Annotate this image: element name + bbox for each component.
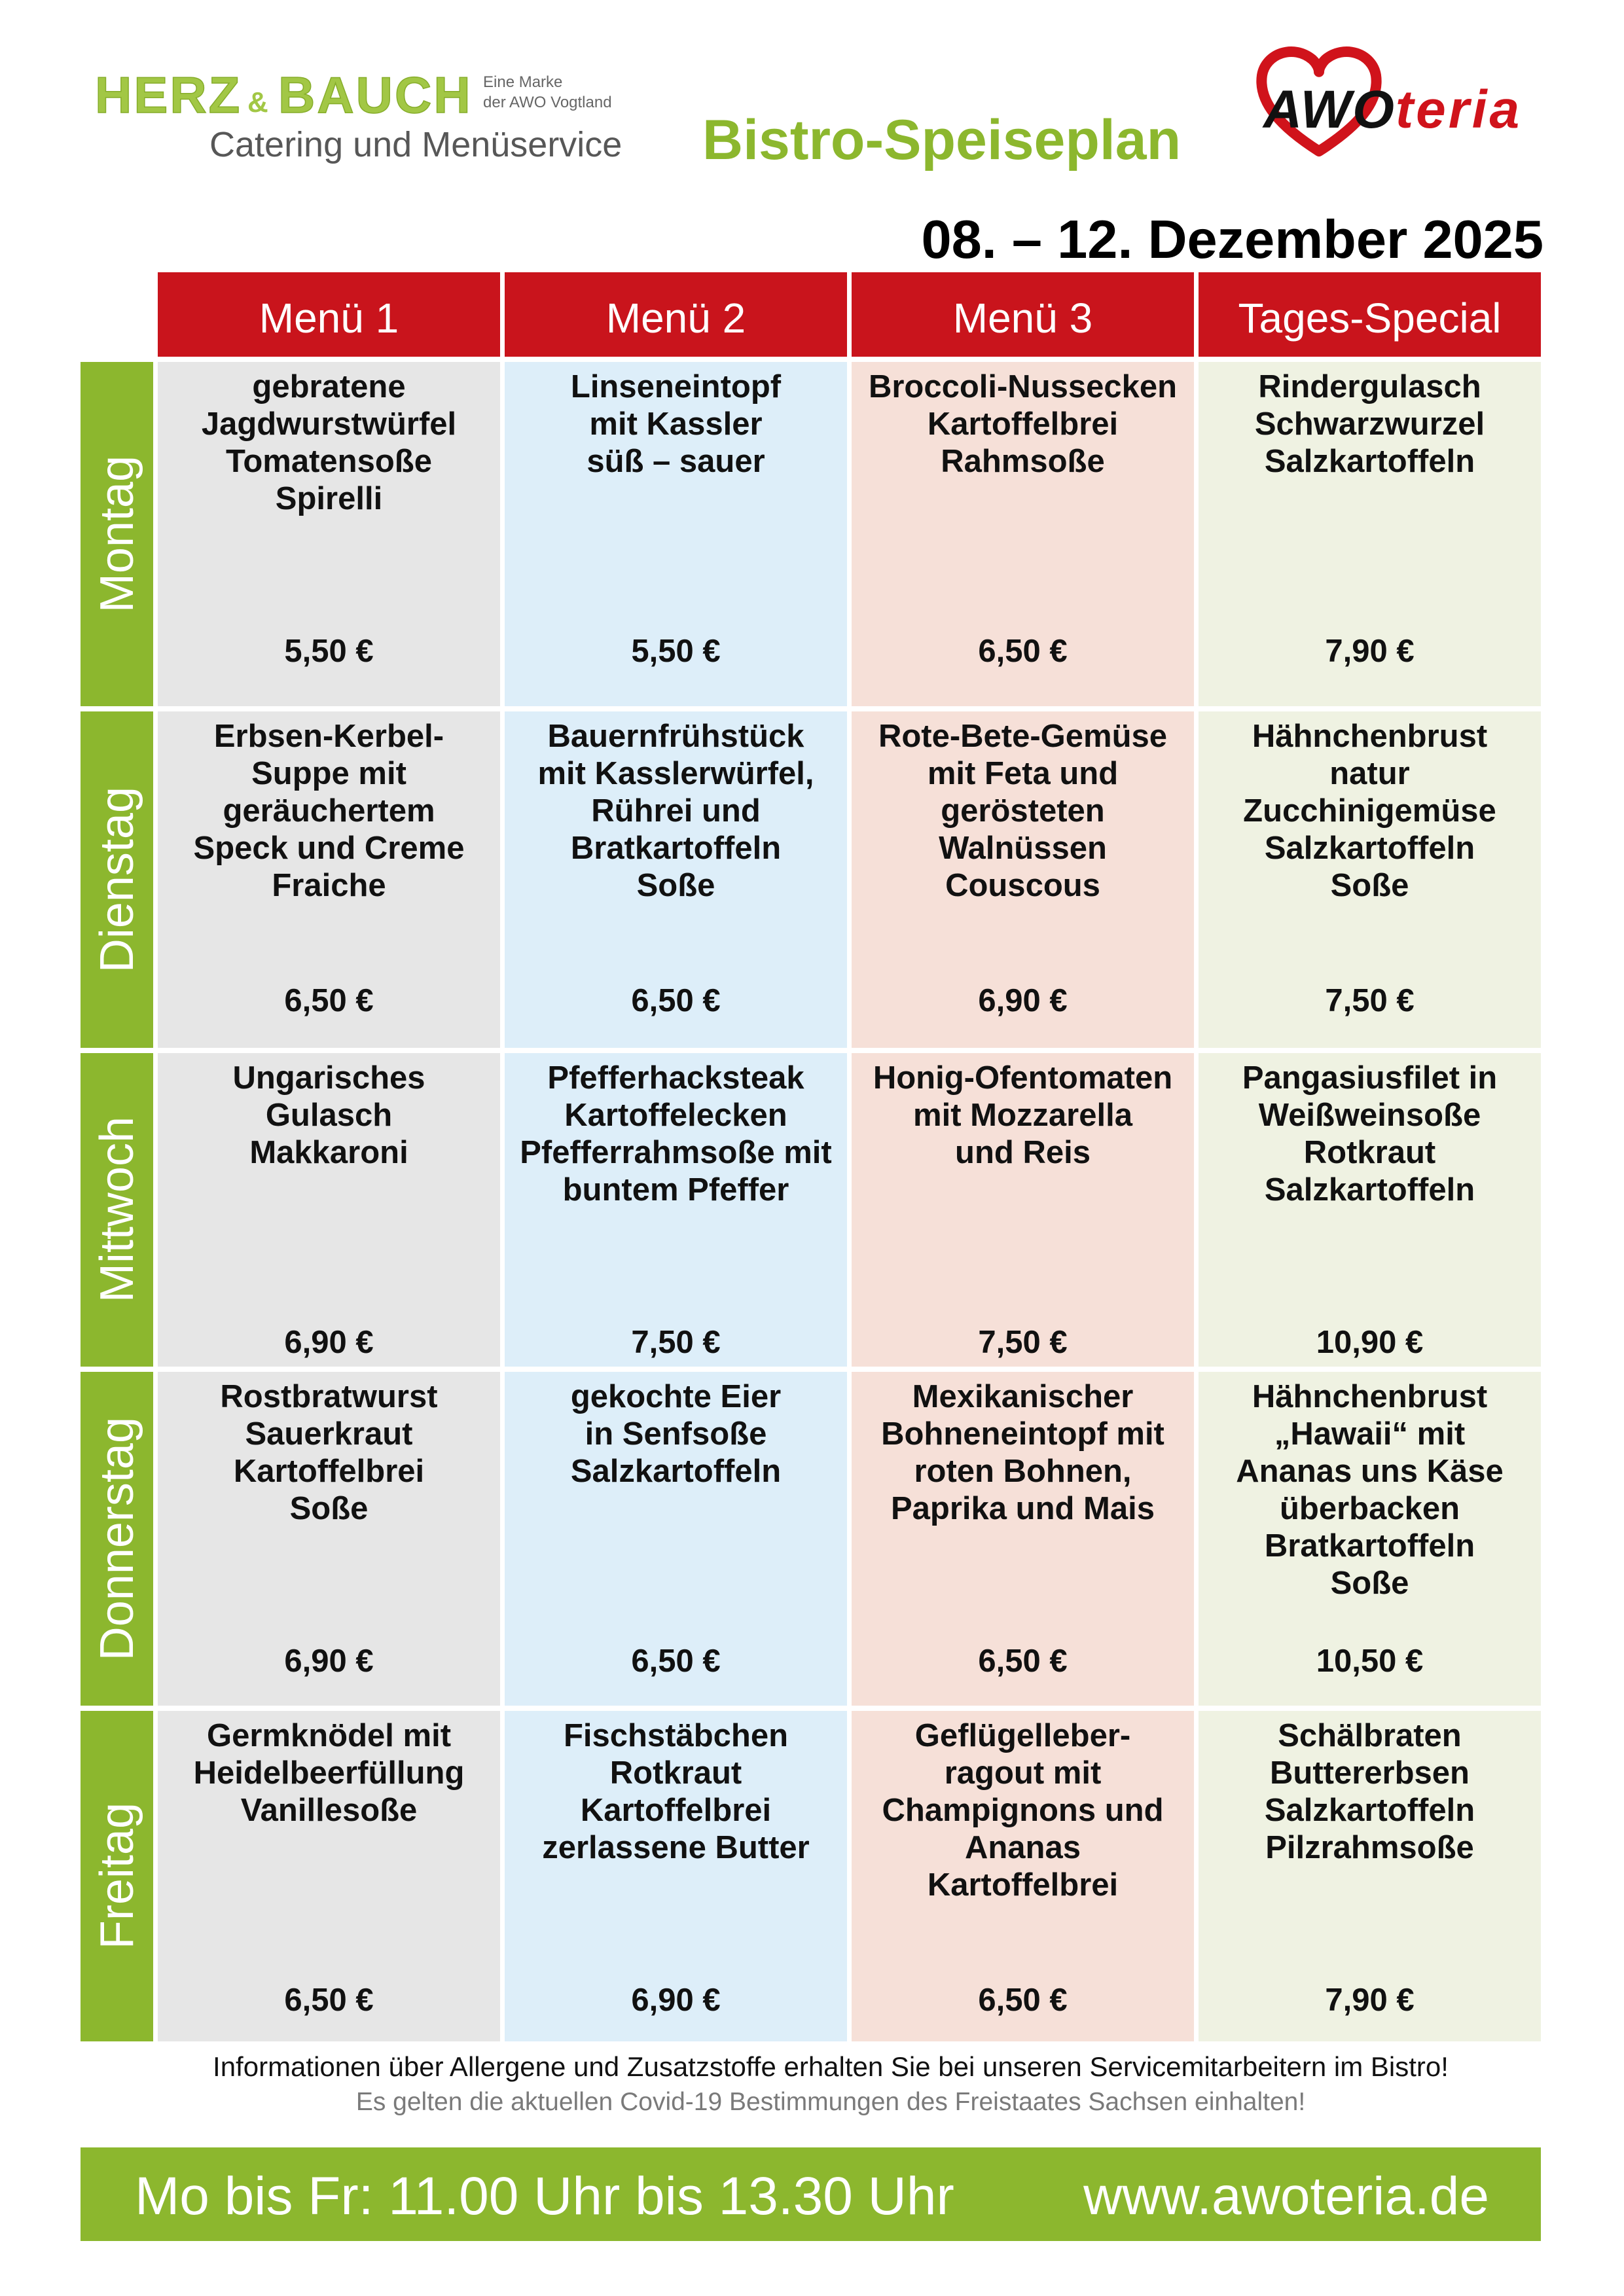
meal-cell-dienstag-menu-3: [852, 711, 1194, 1048]
meal-line: Hähnchenbrust: [1252, 719, 1488, 754]
meal-line: Zucchinigemüse: [1243, 793, 1496, 829]
meal-line: gerösteten: [941, 793, 1105, 829]
meal-line: Walnüssen: [939, 831, 1107, 866]
meal-line: Kartoffelbrei: [927, 1867, 1119, 1903]
meal-line: in Senfsoße: [585, 1416, 767, 1452]
day-cell-freitag: [81, 1711, 153, 2041]
meal-line: gekochte Eier: [570, 1379, 782, 1414]
awoteria-wordmark: [1263, 80, 1523, 139]
meal-price: 6,50 €: [284, 983, 374, 1018]
meal-line: Ananas: [964, 1830, 1081, 1865]
meal-line: Makkaroni: [249, 1135, 408, 1170]
meal-price: 6,50 €: [631, 983, 721, 1018]
brand-note-line-1: Eine Marke: [483, 73, 563, 91]
logo-ampersand: &: [247, 86, 268, 118]
day-label: Donnerstag: [90, 1416, 143, 1661]
column-header-menu-1: Menü 1: [158, 272, 500, 357]
meal-cell-montag-menu-3: [852, 362, 1194, 706]
column-header-tages-special: Tages-Special: [1199, 272, 1541, 357]
meal-line: Hähnchenbrust: [1252, 1379, 1488, 1414]
meal-line: Rostbratwurst: [220, 1379, 438, 1414]
meal-cell-dienstag-menu-2: [505, 711, 847, 1048]
meal-price: 10,90 €: [1316, 1325, 1424, 1360]
meal-line: Kartoffelbrei: [233, 1454, 425, 1489]
meal-line: Fraiche: [272, 868, 386, 903]
meal-line: Suppe mit: [251, 756, 406, 791]
day-label: Montag: [90, 455, 143, 613]
meal-line: Salzkartoffeln: [570, 1454, 782, 1489]
day-label: Freitag: [90, 1803, 143, 1950]
page-title: Bistro-Speiseplan: [702, 109, 1182, 171]
date-range: 08. – 12. Dezember 2025: [921, 209, 1543, 270]
meal-price: 5,50 €: [631, 634, 721, 669]
meal-line: Schwarzwurzel: [1254, 406, 1485, 442]
meal-line: mit Mozzarella: [913, 1098, 1132, 1133]
meal-cell-dienstag-tages-special: [1199, 711, 1541, 1048]
meal-line: Kartoffelbrei: [580, 1793, 772, 1828]
meal-cell-donnerstag-tages-special: [1199, 1372, 1541, 1706]
meal-line: roten Bohnen,: [914, 1454, 1132, 1489]
awoteria-logo: [1252, 36, 1553, 170]
meal-line: Vanillesoße: [240, 1793, 418, 1828]
meal-line: zerlassene Butter: [542, 1830, 810, 1865]
logo-word-bauch: BAUCH: [278, 66, 473, 124]
meal-price: 7,50 €: [978, 1325, 1068, 1360]
meal-cell-freitag-menu-3: [852, 1711, 1194, 2041]
meal-cell-dienstag-menu-1: [158, 711, 500, 1048]
meal-line: Soße: [636, 868, 715, 903]
day-cell-dienstag: [81, 711, 153, 1048]
meal-cell-donnerstag-menu-2: [505, 1372, 847, 1706]
meal-cell-mittwoch-menu-2: [505, 1053, 847, 1367]
meal-line: Kartoffelbrei: [927, 406, 1119, 442]
meal-line: und Reis: [955, 1135, 1091, 1170]
meal-line: buntem Pfeffer: [562, 1172, 789, 1208]
meal-line: süß – sauer: [586, 444, 765, 479]
meal-line: Buttererbsen: [1270, 1755, 1470, 1791]
day-cell-mittwoch: [81, 1053, 153, 1367]
allergen-note: Informationen über Allergene und Zusatzstoffe erhalten Sie bei unseren Servicemitarbeitern im Bistro!: [213, 2051, 1449, 2082]
meal-line: überbacken: [1279, 1491, 1460, 1526]
meal-cell-montag-menu-1: [158, 362, 500, 706]
meal-line: gebratene: [252, 369, 406, 404]
meal-line: Heidelbeerfüllung: [193, 1755, 465, 1791]
meal-line: Erbsen-Kerbel-: [213, 719, 444, 754]
menu-table: [81, 272, 1541, 2041]
meal-line: ragout mit: [944, 1755, 1102, 1791]
meal-line: Ananas uns Käse: [1236, 1454, 1504, 1489]
meal-line: Sauerkraut: [245, 1416, 413, 1452]
column-header-menu-3: Menü 3: [852, 272, 1194, 357]
meal-cell-montag-tages-special: [1199, 362, 1541, 706]
meal-price: 6,90 €: [631, 1982, 721, 2018]
meal-price: 7,90 €: [1325, 1982, 1415, 2018]
meal-price: 6,90 €: [284, 1643, 374, 1679]
day-label: Dienstag: [90, 786, 143, 973]
meal-line: Fischstäbchen: [563, 1718, 789, 1753]
meal-line: Rotkraut: [609, 1755, 742, 1791]
meal-line: Ungarisches: [232, 1060, 425, 1096]
meal-line: Salzkartoffeln: [1264, 444, 1475, 479]
meal-price: 6,90 €: [978, 983, 1068, 1018]
opening-hours: Mo bis Fr: 11.00 Uhr bis 13.30 Uhr: [135, 2166, 954, 2226]
brand-note-line-2: der AWO Vogtland: [483, 94, 612, 111]
meal-line: Bratkartoffeln: [570, 831, 782, 866]
meal-price: 10,50 €: [1316, 1643, 1424, 1679]
meal-price: 6,50 €: [978, 1643, 1068, 1679]
meal-line: Rührei und: [591, 793, 761, 829]
meal-line: Couscous: [945, 868, 1100, 903]
meal-price: 6,50 €: [284, 1982, 374, 2018]
meal-line: Honig-Ofentomaten: [873, 1060, 1173, 1096]
meal-line: mit Feta und: [927, 756, 1119, 791]
meal-line: Soße: [289, 1491, 369, 1526]
meal-line: „Hawaii“ mit: [1274, 1416, 1466, 1452]
meal-line: Geflügelleber-: [914, 1718, 1131, 1753]
meal-line: Rindergulasch: [1258, 369, 1481, 404]
meal-line: Rotkraut: [1303, 1135, 1436, 1170]
meal-line: mit Kassler: [589, 406, 763, 442]
meal-price: 6,50 €: [978, 634, 1068, 669]
meal-price: 7,90 €: [1325, 634, 1415, 669]
meal-line: Salzkartoffeln: [1264, 1172, 1475, 1208]
meal-line: Rote-Bete-Gemüse: [878, 719, 1168, 754]
meal-cell-donnerstag-menu-1: [158, 1372, 500, 1706]
meal-cell-freitag-menu-2: [505, 1711, 847, 2041]
meal-price: 6,50 €: [631, 1643, 721, 1679]
meal-line: Bauernfrühstück: [547, 719, 804, 754]
meal-line: Gulasch: [265, 1098, 393, 1133]
meal-price: 7,50 €: [631, 1325, 721, 1360]
meal-cell-mittwoch-menu-1: [158, 1053, 500, 1367]
meal-line: Linseneintopf: [570, 369, 782, 404]
meal-line: Speck und Creme: [193, 831, 465, 866]
column-header-menu-2: Menü 2: [505, 272, 847, 357]
meal-line: Soße: [1330, 1566, 1409, 1601]
meal-cell-freitag-tages-special: [1199, 1711, 1541, 2041]
meal-price: 6,90 €: [284, 1325, 374, 1360]
meal-line: Pfefferrahmsoße mit: [520, 1135, 832, 1170]
meal-line: Bohneneintopf mit: [881, 1416, 1164, 1452]
meal-cell-mittwoch-menu-3: [852, 1053, 1194, 1367]
website: www.awoteria.de: [1083, 2166, 1489, 2226]
meal-line: Pfefferhacksteak: [547, 1060, 804, 1096]
meal-line: Schälbraten: [1278, 1718, 1462, 1753]
meal-cell-donnerstag-menu-3: [852, 1372, 1194, 1706]
meal-line: mit Kasslerwürfel,: [537, 756, 814, 791]
meal-line: Pilzrahmsoße: [1265, 1830, 1474, 1865]
meal-line: Salzkartoffeln: [1264, 1793, 1475, 1828]
covid-note: Es gelten die aktuellen Covid-19 Bestimmungen des Freistaates Sachsen einhalten!: [355, 2088, 1306, 2116]
meal-line: Kartoffelecken: [564, 1098, 787, 1133]
teria-word: teria: [1395, 80, 1523, 139]
day-label: Mittwoch: [90, 1117, 143, 1303]
day-cell-donnerstag: [81, 1372, 153, 1706]
meal-cell-freitag-menu-1: [158, 1711, 500, 2041]
meal-line: Champignons und: [882, 1793, 1164, 1828]
meal-line: geräuchertem: [223, 793, 435, 829]
awo-word: AWO: [1263, 80, 1396, 139]
meal-line: Salzkartoffeln: [1264, 831, 1475, 866]
meal-line: Mexikanischer: [912, 1379, 1134, 1414]
meal-line: Tomatensoße: [226, 444, 432, 479]
logo-tagline: Catering und Menüservice: [209, 125, 623, 164]
meal-line: Bratkartoffeln: [1264, 1528, 1475, 1564]
day-cell-montag: [81, 362, 153, 706]
meal-price: 5,50 €: [284, 634, 374, 669]
meal-line: Pangasiusfilet in: [1242, 1060, 1498, 1096]
meal-line: Rahmsoße: [941, 444, 1105, 479]
logo-word-herz: HERZ: [95, 66, 242, 124]
meal-line: natur: [1329, 756, 1410, 791]
meal-line: Soße: [1330, 868, 1409, 903]
meal-cell-mittwoch-tages-special: [1199, 1053, 1541, 1367]
opening-hours-bar: [81, 2147, 1541, 2241]
meal-price: 7,50 €: [1325, 983, 1415, 1018]
meal-cell-montag-menu-2: [505, 362, 847, 706]
meal-line: Weißweinsoße: [1258, 1098, 1481, 1133]
meal-line: Jagdwurstwürfel: [201, 406, 457, 442]
table-corner: [81, 272, 153, 357]
meal-price: 6,50 €: [978, 1982, 1068, 2018]
meal-line: Spirelli: [275, 481, 383, 516]
meal-line: Broccoli-Nussecken: [868, 369, 1178, 404]
meal-line: Germknödel mit: [206, 1718, 452, 1753]
meal-line: Paprika und Mais: [890, 1491, 1155, 1526]
